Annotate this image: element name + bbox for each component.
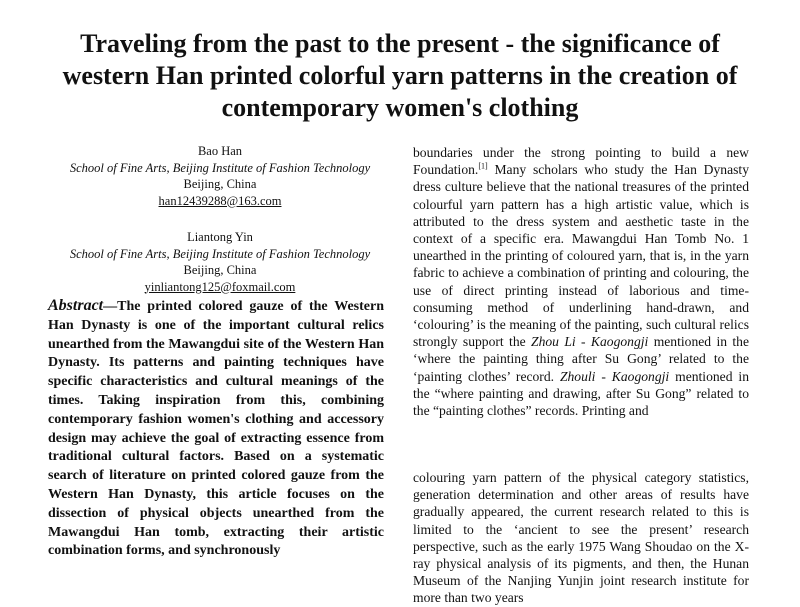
title-line-3: contemporary women's clothing bbox=[221, 93, 579, 122]
paper-title bbox=[20, 28, 780, 124]
body-paragraph-1 bbox=[413, 144, 749, 419]
body-text: mentioned in the “where painting and drawing, after Su Gong” related to the “painting clothes” records. Printing and bbox=[413, 368, 749, 419]
title-line-2: western Han printed colorful yarn patterns in the creation of bbox=[62, 61, 738, 90]
book-title: Zhou Li - Kaogongji bbox=[531, 334, 649, 350]
abstract-paragraph bbox=[48, 297, 384, 561]
author-location: Beijing, China bbox=[183, 177, 257, 191]
body-paragraph-2: colouring yarn pattern of the physical category statistics, generation determination and other areas of results have gradually appeared, the current research related to this is limited to the ‘ancient to see the present’ research perspective, such as the early 1975 Wang Shoudao on the X-ray physical analysis of its pigments, and then, the Hunan Museum of the Nanjing Yunjin joint research institute for more than two years bbox=[413, 470, 749, 606]
body-text: mentioned in the ‘where the painting thing after Su Gong’ related to the ‘painting clothes’ record. bbox=[413, 334, 749, 384]
author-block-1 bbox=[40, 143, 400, 209]
body-text: boundaries under the strong pointing to build a new Foundation. bbox=[413, 145, 749, 178]
title-line-1: Traveling from the past to the present - the significance of bbox=[80, 29, 720, 58]
author-name: Bao Han bbox=[197, 144, 243, 158]
author-email-link[interactable]: yinliantong125@foxmail.com bbox=[144, 279, 296, 294]
citation-ref[interactable]: [1] bbox=[478, 161, 488, 171]
author-block-2 bbox=[40, 229, 400, 295]
author-affiliation: School of Fine Arts, Beijing Institute of Fashion Technology bbox=[69, 160, 371, 175]
abstract-heading: Abstract bbox=[48, 297, 104, 314]
author-location: Beijing, China bbox=[183, 263, 257, 277]
body-text: Many scholars who study the Han Dynasty dress culture believe that the national treasures of the printed colourful yarn pattern has a high artistic value, which is attributed to the dress system and aesthetic taste in the context of a specific era. Mawangdui Han Tomb No. 1 unearthed in the printing of coloured yarn, that is, in the yarn fabric to achieve a combination of printing and colouring, the use of direct printing instead of laborious and time-consuming method of underlining hand-drawn, and ‘colouring’ is the meaning of the painting, such cultural relics strongly support the bbox=[413, 162, 749, 350]
abstract-text: —The printed colored gauze of the Western Han Dynasty is one of the important cultural relics unearthed from the Mawangdui site of the Western Han Dynasty. Its patterns and painting techniques have specific characteristics and cultural meanings of the times. Taking inspiration from this, combining contemporary fashion women's clothing and accessory design may achieve the goal of extracting essence from traditional cultural factors. Based on a systematic search of literature on printed colored gauze from the Western Han Dynasty, this article focuses on the dissection of physical objects unearthed from the Mawangdui Han tomb, extracting their artistic combination forms, and synchronously bbox=[48, 299, 384, 559]
book-title: Zhouli - Kaogongji bbox=[559, 368, 670, 384]
author-affiliation: School of Fine Arts, Beijing Institute of Fashion Technology bbox=[69, 246, 371, 261]
author-email-link[interactable]: han12439288@163.com bbox=[158, 193, 282, 208]
author-name: Liantong Yin bbox=[187, 230, 253, 244]
